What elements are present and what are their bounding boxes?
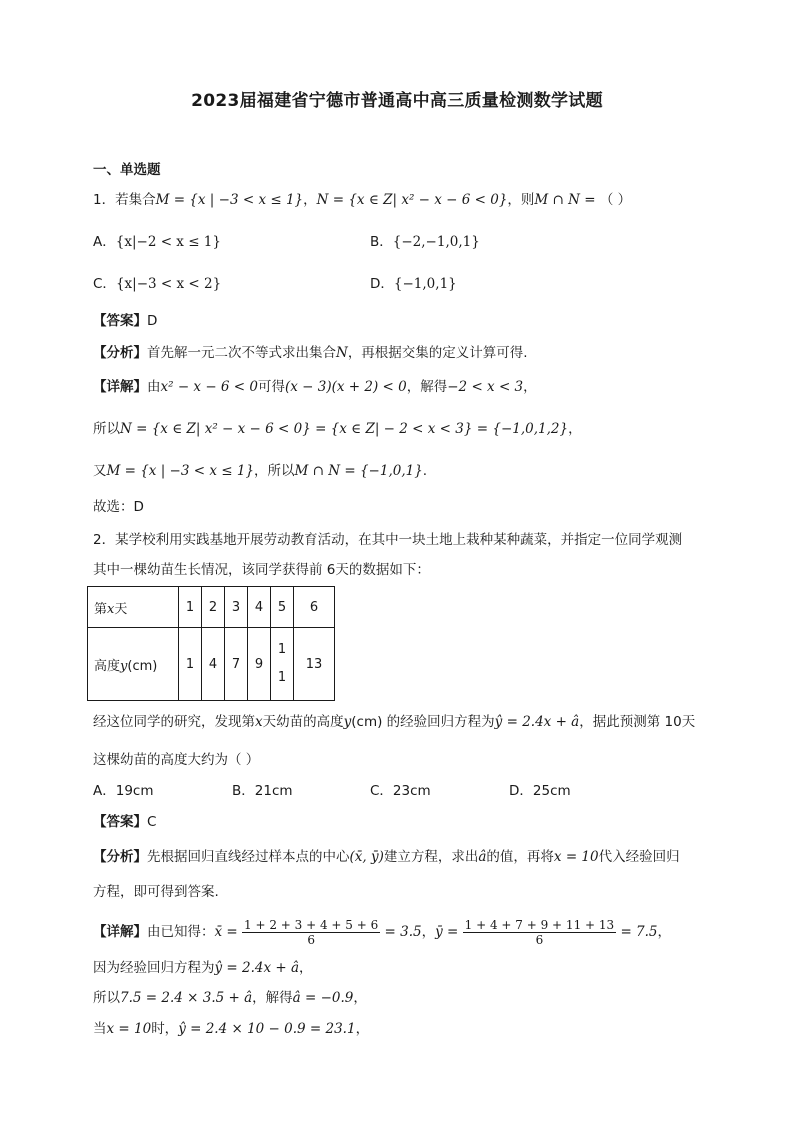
q2-option-d: D．25cm <box>509 783 571 799</box>
table-row-height <box>88 628 335 701</box>
q1-option-b: B．{−2,−1,0,1} <box>370 234 480 250</box>
table-cell-height: 1 <box>179 628 202 701</box>
q2-text-line1: 经这位同学的研究，发现第x天幼苗的高度y(cm) 的经验回归方程为ŷ = 2.4x + â，据此预测第 10天 <box>93 714 696 730</box>
section-heading: 一、单选题 <box>93 162 161 178</box>
q2-detail-line1: 【详解】由已知得：x̄ = $\frac{1 + 2 + 3 + 4 + 5 + 6}{6}$ = 3.5，ȳ = $\frac{1 + 4 + 7 + 9 + 11 + 13}{6}$ = 7.5， <box>93 917 672 947</box>
table-cell-height: 13 <box>294 628 335 701</box>
table-header-day: 第x天 <box>88 587 179 628</box>
q1-detail-line2: 所以N = {x ∈ Z| x² − x − 6 < 0} = {x ∈ Z| − 2 < x < 3} = {−1,0,1,2}， <box>93 421 582 437</box>
q2-option-a: A．19cm <box>93 783 154 799</box>
q1-stem: 1．若集合M = {x | −3 < x ≤ 1}，N = {x ∈ Z| x² − x − 6 < 0}，则M ∩ N = （ ） <box>93 192 632 208</box>
q2-analysis-line2: 方程，即可得到答案. <box>93 884 219 900</box>
q2-detail-line3: 所以7.5 = 2.4 × 3.5 + â，解得â = −0.9， <box>93 990 367 1006</box>
table-cell-day: 2 <box>202 587 225 628</box>
q2-option-b: B．21cm <box>232 783 293 799</box>
table-cell-day: 4 <box>248 587 271 628</box>
q2-option-c: C．23cm <box>370 783 431 799</box>
q2-detail-line2: 因为经验回归方程为ŷ = 2.4x + â， <box>93 960 313 976</box>
q2-analysis-line1: 【分析】先根据回归直线经过样本点的中心(x̄, ȳ)建立方程，求出â的值，再将x = 10代入经验回归 <box>93 849 680 865</box>
table-cell-height: 4 <box>202 628 225 701</box>
q1-detail-line3: 又M = {x | −3 < x ≤ 1}，所以M ∩ N = {−1,0,1}. <box>93 463 428 479</box>
table-cell-height: 9 <box>248 628 271 701</box>
q1-option-d: D．{−1,0,1} <box>370 276 457 292</box>
q1-analysis: 【分析】首先解一元二次不等式求出集合N，再根据交集的定义计算可得. <box>93 345 528 361</box>
table-cell-height: 7 <box>225 628 248 701</box>
q2-stem-line1: 2．某学校利用实践基地开展劳动教育活动，在其中一块土地上栽种某种蔬菜，并指定一位同学观测 <box>93 532 683 548</box>
xbar-fraction: $\frac{1 + 2 + 3 + 4 + 5 + 6}{6}$ <box>244 917 379 947</box>
table-cell-day: 3 <box>225 587 248 628</box>
growth-data-table <box>87 586 335 701</box>
q1-option-c: C．{x|−3 < x < 2} <box>93 276 222 292</box>
page-title: 2023届福建省宁德市普通高中高三质量检测数学试题 <box>191 91 603 111</box>
table-cell-day: 1 <box>179 587 202 628</box>
table-cell-day: 5 <box>271 587 294 628</box>
table-cell-day: 6 <box>294 587 335 628</box>
q2-detail-line4: 当x = 10时，ŷ = 2.4 × 10 − 0.9 = 23.1， <box>93 1021 370 1037</box>
q1-detail-line1: 【详解】由x² − x − 6 < 0可得(x − 3)(x + 2) < 0，解得−2 < x < 3， <box>93 379 537 395</box>
table-header-height: 高度y(cm) <box>88 628 179 701</box>
q1-conclusion: 故选：D <box>93 499 144 515</box>
table-row-day <box>88 587 335 628</box>
q1-option-a: A．{x|−2 < x ≤ 1} <box>93 234 221 250</box>
ybar-fraction: $\frac{1 + 4 + 7 + 9 + 11 + 13}{6}$ <box>464 917 615 947</box>
q2-stem-line2: 其中一棵幼苗生长情况，该同学获得前 6天的数据如下： <box>93 562 430 578</box>
table-cell-height: 1 1 <box>271 628 294 701</box>
q2-text-line2: 这棵幼苗的高度大约为（ ） <box>93 752 260 768</box>
q1-answer: 【答案】D <box>93 313 158 329</box>
q2-answer: 【答案】C <box>93 814 157 830</box>
